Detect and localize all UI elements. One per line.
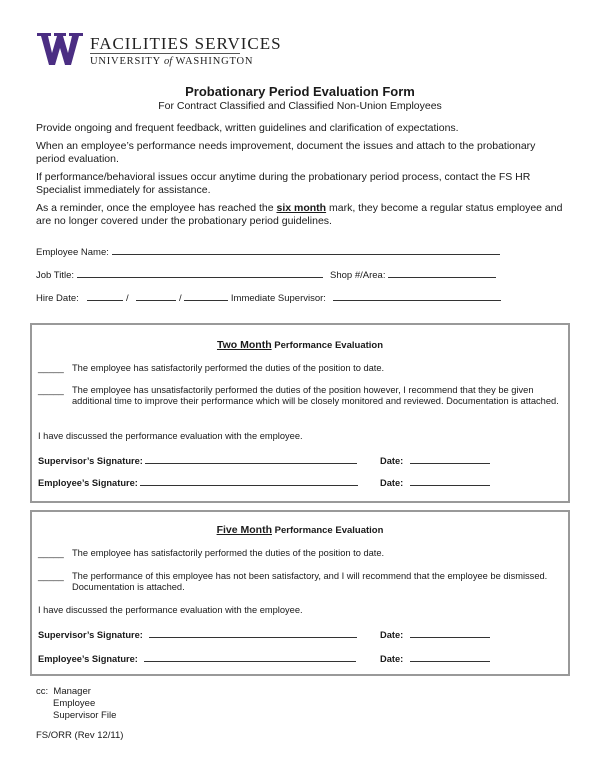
five-month-employee-date-line[interactable]: [410, 652, 490, 662]
intro-paragraph-3: If performance/behavioral issues occur anytime during the probationary period process, contact the FS HR Specialist immediately for assistance.: [36, 171, 531, 196]
hire-date-slash-1: /: [126, 293, 129, 304]
two-month-employee-date-line[interactable]: [410, 476, 490, 486]
five-month-employee-date[interactable]: [380, 652, 490, 664]
logo-facilities-services: FACILITIES SERVICES: [90, 34, 282, 53]
job-title-line[interactable]: [77, 268, 323, 278]
two-month-option-1-blank[interactable]: _____: [38, 363, 64, 373]
shop-area-line[interactable]: [388, 268, 496, 278]
two-month-supervisor-date-label: Date:: [380, 456, 404, 466]
two-month-supervisor-sig-line[interactable]: [145, 454, 357, 464]
two-month-supervisor-signature[interactable]: [38, 454, 357, 466]
logo-of-word: of: [164, 56, 173, 67]
two-month-discussed-note: I have discussed the performance evaluation with the employee.: [38, 431, 303, 441]
logo-washington-word: WASHINGTON: [175, 56, 254, 67]
five-month-option-1-blank[interactable]: _____: [38, 548, 64, 558]
two-month-supervisor-date[interactable]: [380, 454, 490, 466]
intro-paragraph-1: Provide ongoing and frequent feedback, written guidelines and clarification of expectations.: [36, 122, 459, 134]
cc-manager: Manager: [53, 686, 91, 697]
two-month-employee-date[interactable]: [380, 476, 490, 488]
two-month-heading: [32, 339, 568, 351]
two-month-employee-signature[interactable]: [38, 476, 358, 488]
hire-date-day-line[interactable]: [136, 291, 176, 301]
two-month-employee-sig-line[interactable]: [140, 476, 358, 486]
uw-w-logo-icon: [37, 33, 83, 65]
five-month-discussed-note: I have discussed the performance evaluation with the employee.: [38, 605, 303, 615]
five-month-supervisor-date[interactable]: [380, 628, 490, 640]
form-title: Probationary Period Evaluation Form: [185, 84, 415, 99]
five-month-supervisor-signature[interactable]: [38, 628, 357, 640]
two-month-employee-sig-label: Employee’s Signature:: [38, 478, 138, 488]
two-month-supervisor-date-line[interactable]: [410, 454, 490, 464]
five-month-supervisor-sig-label: Supervisor’s Signature:: [38, 630, 143, 640]
intro-p4-text-end: mark, they become a regular status employee and are no longer covered under the probationary period guidelines.: [36, 202, 563, 227]
form-subtitle: For Contract Classified and Classified Non-Union Employees: [158, 100, 442, 112]
hire-date-slash-2: /: [178, 293, 182, 304]
hire-date-year-line[interactable]: [184, 291, 228, 301]
logo-university-word: UNIVERSITY: [90, 56, 161, 67]
five-month-heading-rest: Performance Evaluation: [272, 525, 384, 536]
five-month-employee-sig-label: Employee’s Signature:: [38, 654, 138, 664]
hire-date-field[interactable]: [36, 291, 501, 304]
five-month-supervisor-date-line[interactable]: [410, 628, 490, 638]
hire-date-month-line[interactable]: [87, 291, 123, 301]
cc-list: [36, 686, 116, 722]
two-month-option-1-text: The employee has satisfactorily performed the duties of the position to date.: [72, 363, 385, 373]
immediate-supervisor-label: Immediate Supervisor:: [230, 293, 326, 304]
cc-label: cc:: [36, 686, 49, 697]
five-month-employee-date-label: Date:: [380, 654, 404, 664]
two-month-option-2-text: The employee has unsatisfactorily performed the duties of the position however, I recommend that they be given additional time to improve their performance which will be closely monitored and reviewed. Documentation is attached.: [72, 385, 559, 406]
two-month-supervisor-sig-label: Supervisor’s Signature:: [38, 456, 143, 466]
job-title-label: Job Title:: [36, 270, 75, 281]
five-month-evaluation-box: [30, 510, 570, 676]
intro-p4-text: As a reminder, once the employee has reached the: [36, 202, 277, 214]
shop-area-field[interactable]: [330, 268, 496, 281]
immediate-supervisor-line[interactable]: [333, 291, 501, 301]
cc-employee: Employee: [53, 698, 96, 709]
hire-date-label: Hire Date:: [36, 293, 79, 304]
five-month-option-1-text: The employee has satisfactorily performed the duties of the position to date.: [72, 548, 385, 558]
two-month-option-2-blank[interactable]: _____: [38, 385, 64, 395]
five-month-heading: [32, 524, 568, 536]
employee-name-field[interactable]: [36, 245, 500, 258]
five-month-supervisor-date-label: Date:: [380, 630, 404, 640]
five-month-employee-sig-line[interactable]: [144, 652, 356, 662]
six-month-emphasis: six month: [276, 202, 327, 214]
logo-university: [90, 56, 253, 67]
five-month-option-2-text: The performance of this employee has not been satisfactory, and I will recommend that the employee be dismissed. Documentation is attached.: [72, 571, 548, 592]
two-month-evaluation-box: [30, 323, 570, 503]
logo-divider: [90, 53, 240, 54]
cc-first-line: [36, 686, 116, 698]
employee-name-line[interactable]: [112, 245, 500, 255]
job-title-field[interactable]: [36, 268, 323, 281]
five-month-heading-main: Five Month: [216, 524, 272, 536]
two-month-heading-main: Two Month: [216, 339, 272, 351]
intro-paragraph-2: When an employee’s performance needs improvement, document the issues and attach to the probationary period evaluation.: [36, 140, 536, 165]
cc-supervisor-file: Supervisor File: [53, 710, 117, 721]
five-month-employee-signature[interactable]: [38, 652, 356, 664]
intro-paragraph-4: [36, 202, 566, 228]
two-month-employee-date-label: Date:: [380, 478, 404, 488]
two-month-heading-rest: Performance Evaluation: [271, 340, 384, 351]
five-month-supervisor-sig-line[interactable]: [149, 628, 357, 638]
revision-code: FS/ORR (Rev 12/11): [36, 730, 124, 741]
shop-area-label: Shop #/Area:: [330, 270, 386, 281]
employee-name-label: Employee Name:: [36, 247, 109, 258]
five-month-option-2-blank[interactable]: _____: [38, 571, 64, 581]
